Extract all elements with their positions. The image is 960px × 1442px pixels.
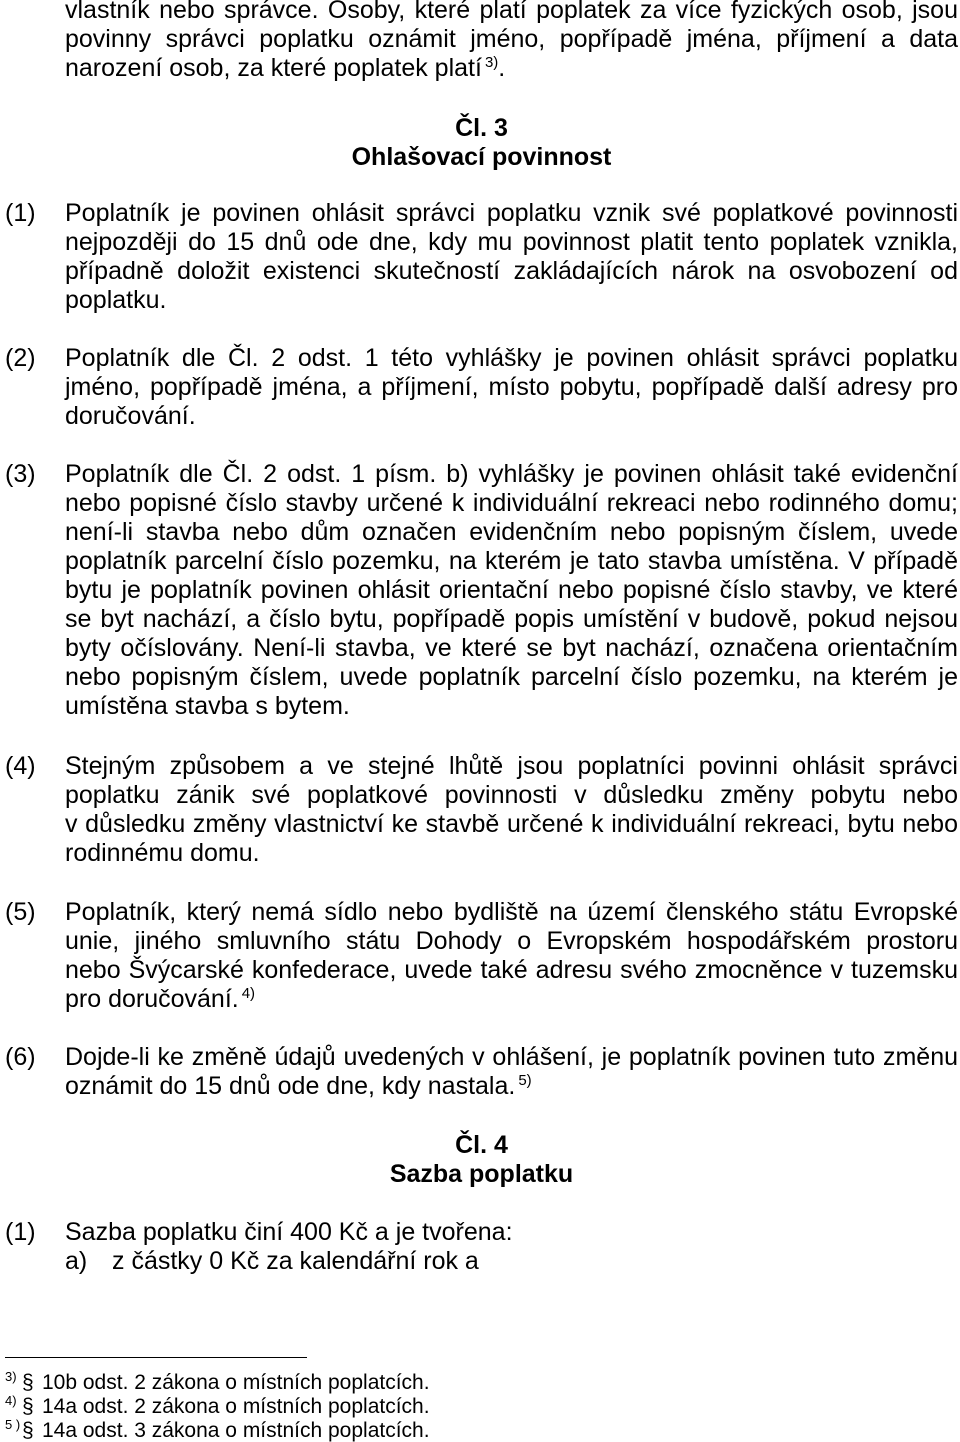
footnote-ref: 5): [518, 1072, 532, 1089]
article-3-paragraph-2: [5, 344, 958, 431]
paragraph-line: Stejným způsobem a ve stejné lhůtě jsou poplatníci povinni ohlásit správci: [65, 752, 958, 780]
article-3-paragraph-3: [5, 460, 958, 721]
section-sign: §: [22, 1395, 34, 1418]
article-3-paragraph-1: [5, 199, 958, 315]
paragraph-number: (1): [5, 199, 36, 227]
footnote-text: 10b odst. 2 zákona o místních poplatcích.: [42, 1371, 430, 1394]
intro-paragraph: [5, 0, 958, 83]
paragraph-line: Poplatník je povinen ohlásit správci poplatku vznik své poplatkové povinnosti: [65, 199, 958, 227]
line-tail: .: [498, 54, 506, 82]
paragraph-line: Poplatník dle Čl. 2 odst. 1 této vyhlášky je povinen ohlásit správci poplatku: [65, 344, 958, 372]
paragraph-line: poplatník parcelní číslo pozemku, na kterém je tato stavba umístěna. V případě: [65, 547, 958, 575]
paragraph-line: bytu je poplatník povinen ohlásit orientační nebo popisné číslo stavby, ve které: [65, 576, 958, 604]
paragraph-line: Poplatník, který nemá sídlo nebo bydliště na území členského státu Evropské: [65, 898, 958, 926]
paragraph-line: jméno, popřípadě jména, a příjmení, místo pobytu, popřípadě další adresy pro: [65, 373, 958, 401]
paragraph-line: unie, jiného smluvního státu Dohody o Evropském hospodářském prostoru: [65, 927, 958, 955]
article-4-paragraph-1: [5, 1218, 958, 1276]
footnote: 5 )§ 14a odst. 3 zákona o místních poplatcích.: [5, 1417, 430, 1442]
paragraph-number: (1): [5, 1218, 36, 1246]
list-item: [65, 1247, 958, 1276]
footnote-text: 14a odst. 2 zákona o místních poplatcích.: [42, 1395, 430, 1418]
article-4-heading: [5, 1131, 958, 1189]
list-item-label: a): [65, 1247, 88, 1275]
paragraph-line: vlastník nebo správce. Osoby, které platí poplatek za více fyzických osob, jsou: [65, 0, 958, 24]
paragraph-line: rodinnému domu.: [65, 839, 260, 867]
paragraph-line: byty očíslovány. Není-li stavba, ve které se byt nachází, označena orientačním: [65, 634, 958, 662]
paragraph-line: [65, 54, 958, 83]
footnote-ref: 3): [484, 54, 499, 71]
paragraph-line: poplatku zánik své poplatkové povinnosti v důsledku změny pobytu nebo: [65, 781, 958, 809]
paragraph-line: nejpozději do 15 dnů ode dne, kdy mu povinnost platit tento poplatek vznikla,: [65, 228, 958, 256]
line-text: pro doručování.: [65, 985, 239, 1013]
paragraph-line: [65, 1072, 958, 1101]
footnote-ref: 4): [241, 985, 256, 1002]
list-item-text: z částky 0 Kč za kalendářní rok a: [112, 1247, 479, 1275]
paragraph-line: [65, 985, 958, 1014]
article-number: Čl. 3: [455, 114, 508, 142]
paragraph-line: povinny správci poplatku oznámit jméno, popřípadě jména, příjmení a data: [65, 25, 958, 53]
line-text: narození osob, za které poplatek platí: [65, 54, 482, 82]
paragraph-line: nebo popisné číslo stavby určené k individuální rekreaci nebo rodinného domu;: [65, 489, 958, 517]
paragraph-number: (2): [5, 344, 36, 372]
paragraph-line: není-li stavba nebo dům označen evidenčním nebo popisným číslem, uvede: [65, 518, 958, 546]
article-3-heading: [5, 114, 958, 172]
paragraph-line: případně doložit existenci skutečností zakládajících nárok na osvobození od: [65, 257, 958, 285]
paragraph-number: (3): [5, 460, 36, 488]
paragraph-line: se byt nachází, a číslo bytu, popřípadě popis umístění v budově, pokud nejsou: [65, 605, 958, 633]
paragraph-line: Sazba poplatku činí 400 Kč a je tvořena:: [65, 1218, 513, 1246]
paragraph-number: (5): [5, 898, 36, 926]
paragraph-line: Dojde-li ke změně údajů uvedených v ohlášení, je poplatník povinen tuto změnu: [65, 1043, 958, 1071]
section-sign: §: [22, 1371, 34, 1394]
paragraph-line: Poplatník dle Čl. 2 odst. 1 písm. b) vyhlášky je povinen ohlásit také evidenční: [65, 460, 958, 488]
paragraph-line: poplatku.: [65, 286, 167, 314]
article-3-paragraph-6: [5, 1043, 958, 1101]
article-title: Sazba poplatku: [389, 1160, 574, 1188]
paragraph-line: umístěna stavba s bytem.: [65, 692, 350, 720]
footnote: 3) § 10b odst. 2 zákona o místních poplatcích.: [5, 1369, 430, 1394]
section-sign: §: [22, 1419, 34, 1442]
footnote-separator: [5, 1357, 307, 1358]
footnote: 4) § 14a odst. 2 zákona o místních poplatcích.: [5, 1393, 430, 1418]
paragraph-number: (6): [5, 1043, 36, 1071]
article-3-paragraph-4: [5, 752, 958, 868]
footnote-text: 14a odst. 3 zákona o místních poplatcích.: [42, 1419, 430, 1442]
paragraph-line: v důsledku změny vlastnictví ke stavbě určené k individuální rekreaci, bytu nebo: [65, 810, 958, 838]
paragraph-line: doručování.: [65, 402, 196, 430]
line-text: oznámit do 15 dnů ode dne, kdy nastala.: [65, 1072, 516, 1100]
article-3-paragraph-5: [5, 898, 958, 1014]
paragraph-line: nebo Švýcarské konfederace, uvede také adresu svého zmocněnce v tuzemsku: [65, 956, 958, 984]
article-title: Ohlašovací povinnost: [351, 143, 612, 171]
article-number: Čl. 4: [455, 1131, 508, 1159]
paragraph-number: (4): [5, 752, 36, 780]
paragraph-line: nebo popisným číslem, uvede poplatník parcelní číslo pozemku, na kterém je: [65, 663, 958, 691]
